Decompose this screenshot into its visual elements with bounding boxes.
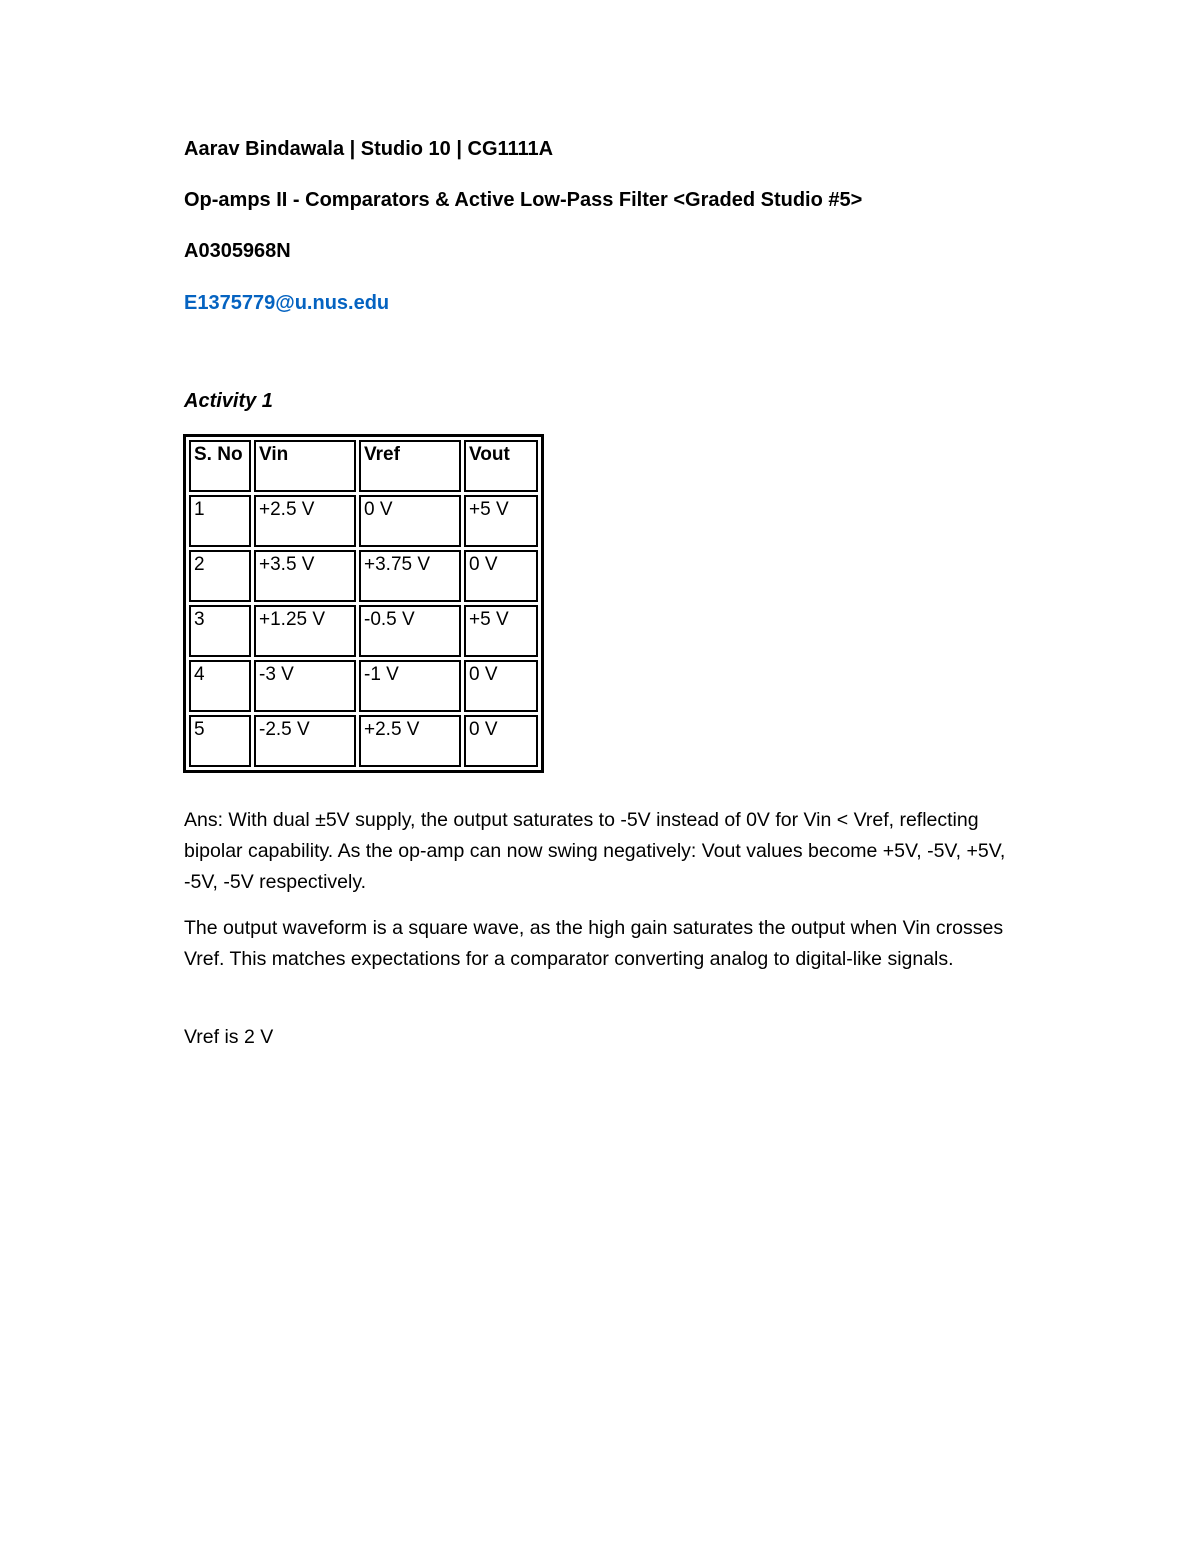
- table-row: [189, 660, 538, 712]
- table-row: [189, 605, 538, 657]
- table-cell: 2: [189, 550, 251, 602]
- column-header: Vin: [254, 440, 356, 492]
- activity-heading: Activity 1: [184, 390, 273, 412]
- table-cell: -1 V: [359, 660, 461, 712]
- table-row: [189, 550, 538, 602]
- table-cell: -3 V: [254, 660, 356, 712]
- column-header: Vref: [359, 440, 461, 492]
- table-cell: 0 V: [464, 715, 538, 767]
- table-cell: 1: [189, 495, 251, 547]
- comparator-table: [183, 434, 544, 773]
- answer-paragraph: Ans: With dual ±5V supply, the output saturates to -5V instead of 0V for Vin < Vref, reflecting bipolar capability. As the op-amp can now swing negatively: Vout values become +5V, -5V, +5V, -5V, -5V respectively.: [184, 809, 1006, 893]
- table-cell: +3.75 V: [359, 550, 461, 602]
- table-row: [189, 495, 538, 547]
- column-header: S. No: [189, 440, 251, 492]
- column-header: Vout: [464, 440, 538, 492]
- document-title: Aarav Bindawala | Studio 10 | CG1111A: [184, 138, 554, 160]
- document-subtitle: Op-amps II - Comparators & Active Low-Pass Filter <Graded Studio #5>: [184, 189, 863, 211]
- table-cell: 3: [189, 605, 251, 657]
- table-cell: 0 V: [359, 495, 461, 547]
- table-cell: -2.5 V: [254, 715, 356, 767]
- table-row: [189, 715, 538, 767]
- table-cell: 0 V: [464, 550, 538, 602]
- student-id: A0305968N: [184, 240, 291, 262]
- email-link[interactable]: E1375779@u.nus.edu: [184, 292, 390, 314]
- table-cell: +3.5 V: [254, 550, 356, 602]
- table-cell: +5 V: [464, 495, 538, 547]
- table-cell: +1.25 V: [254, 605, 356, 657]
- waveform-paragraph: The output waveform is a square wave, as the high gain saturates the output when Vin crosses Vref. This matches expectations for a comparator converting analog to digital-like signals.: [184, 917, 1004, 970]
- table-cell: 0 V: [464, 660, 538, 712]
- table-cell: +2.5 V: [254, 495, 356, 547]
- table-cell: 5: [189, 715, 251, 767]
- vref-note: Vref is 2 V: [184, 1026, 274, 1048]
- table-header-row: [189, 440, 538, 492]
- table-cell: +5 V: [464, 605, 538, 657]
- table-cell: 4: [189, 660, 251, 712]
- table-cell: -0.5 V: [359, 605, 461, 657]
- table-cell: +2.5 V: [359, 715, 461, 767]
